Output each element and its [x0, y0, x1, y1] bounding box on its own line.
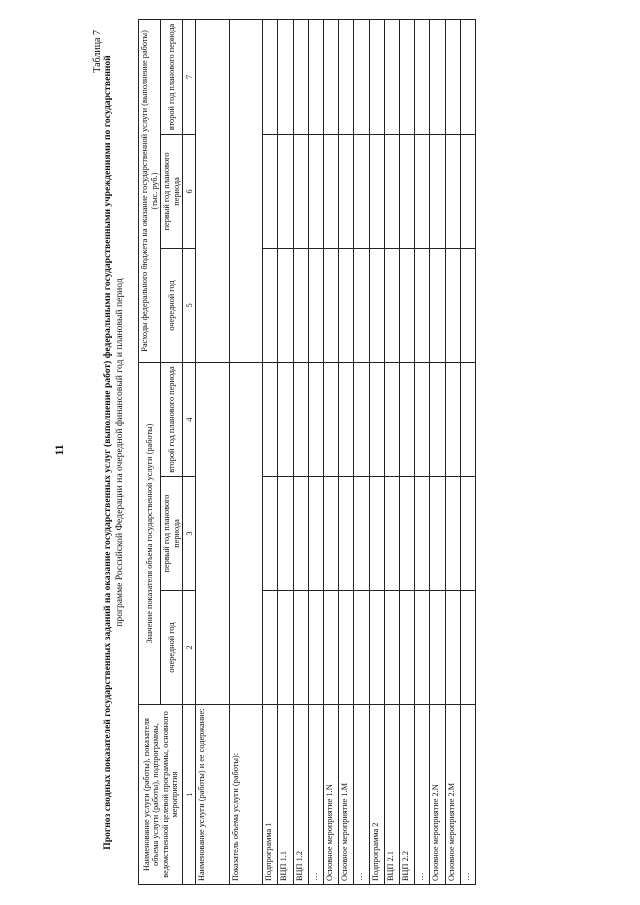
empty-cell — [308, 134, 323, 248]
row-label: Основное мероприятие 2.M — [445, 705, 460, 885]
empty-cell — [339, 19, 354, 134]
empty-cell — [445, 591, 460, 705]
empty-cell — [415, 477, 430, 591]
empty-cell — [293, 248, 308, 362]
table-row — [354, 19, 369, 884]
page-number: 11 — [52, 444, 66, 456]
empty-cell — [445, 477, 460, 591]
document-title — [102, 0, 126, 905]
row-label: ВЦП 1.2 — [293, 705, 308, 885]
empty-cell — [415, 134, 430, 248]
empty-cell — [399, 477, 414, 591]
column-number: 2 — [183, 591, 196, 705]
empty-cell — [460, 134, 475, 248]
table-row — [293, 19, 308, 884]
empty-cell — [415, 591, 430, 705]
column-number: 1 — [183, 705, 196, 885]
empty-cell — [263, 248, 278, 362]
empty-cell — [384, 591, 399, 705]
row-label: Подпрограмма 2 — [369, 705, 384, 885]
row-label: … — [308, 705, 323, 885]
column-number: 5 — [183, 248, 196, 362]
row-label: … — [354, 705, 369, 885]
column-number: 3 — [183, 477, 196, 591]
empty-cell — [415, 248, 430, 362]
empty-cell — [339, 134, 354, 248]
forecast-table — [138, 19, 476, 885]
column-number: 4 — [183, 362, 196, 476]
empty-cell — [354, 19, 369, 134]
empty-cell — [308, 19, 323, 134]
table-row — [399, 19, 414, 884]
empty-cell — [445, 19, 460, 134]
table-row — [229, 19, 263, 884]
empty-cell — [263, 591, 278, 705]
empty-cell — [278, 248, 293, 362]
empty-cell — [308, 591, 323, 705]
empty-cell — [293, 362, 308, 476]
row-label: Наименование услуги (работы) и ее содержание: — [196, 705, 230, 885]
empty-cell — [293, 591, 308, 705]
empty-cell — [196, 362, 230, 704]
empty-cell — [460, 477, 475, 591]
empty-cell — [324, 248, 339, 362]
table-row — [445, 19, 460, 884]
header-first-plan-year: первый год планового периода — [161, 477, 183, 591]
empty-cell — [324, 134, 339, 248]
empty-cell — [460, 19, 475, 134]
table-row — [308, 19, 323, 884]
table-row — [460, 19, 475, 884]
empty-cell — [229, 362, 263, 704]
empty-cell — [415, 362, 430, 476]
empty-cell — [399, 591, 414, 705]
row-label: ВЦП 2.1 — [384, 705, 399, 885]
empty-cell — [399, 362, 414, 476]
empty-cell — [324, 19, 339, 134]
empty-cell — [384, 19, 399, 134]
empty-cell — [430, 134, 445, 248]
header-second-plan-year: второй год планового периода — [161, 19, 183, 134]
empty-cell — [384, 248, 399, 362]
empty-cell — [324, 362, 339, 476]
empty-cell — [196, 19, 230, 362]
row-label: Основное мероприятие 2.N — [430, 705, 445, 885]
empty-cell — [369, 19, 384, 134]
header-volume-group: Значение показателя объема государственной услуги (работы) — [139, 362, 161, 704]
row-label: Основное мероприятие 1.N — [324, 705, 339, 885]
empty-cell — [263, 362, 278, 476]
empty-cell — [324, 591, 339, 705]
empty-cell — [229, 19, 263, 362]
table-row — [263, 19, 278, 884]
empty-cell — [369, 248, 384, 362]
title-line-1: Прогноз сводных показателей государственных заданий на оказание государственных услуг (выполнение работ) федеральными государственными учреждениями по государственной — [102, 55, 113, 850]
empty-cell — [354, 248, 369, 362]
table-row — [196, 19, 230, 884]
empty-cell — [445, 134, 460, 248]
empty-cell — [339, 362, 354, 476]
empty-cell — [430, 477, 445, 591]
table-row — [278, 19, 293, 884]
empty-cell — [293, 134, 308, 248]
empty-cell — [460, 248, 475, 362]
empty-cell — [354, 362, 369, 476]
row-label: Показатель объема услуги (работы): — [229, 705, 263, 885]
empty-cell — [445, 248, 460, 362]
empty-cell — [263, 477, 278, 591]
empty-cell — [369, 591, 384, 705]
table-row — [415, 19, 430, 884]
empty-cell — [460, 591, 475, 705]
empty-cell — [384, 134, 399, 248]
row-label: Основное мероприятие 1.M — [339, 705, 354, 885]
empty-cell — [430, 591, 445, 705]
empty-cell — [278, 134, 293, 248]
empty-cell — [384, 362, 399, 476]
table-row — [324, 19, 339, 884]
empty-cell — [384, 477, 399, 591]
empty-cell — [369, 477, 384, 591]
empty-cell — [399, 134, 414, 248]
table-row — [384, 19, 399, 884]
row-label: … — [460, 705, 475, 885]
empty-cell — [445, 362, 460, 476]
header-expenses-group: Расходы федерального бюджета на оказание государственной услуги (выполнение работы) (тыс. руб.) — [139, 19, 161, 362]
table-row — [430, 19, 445, 884]
header-first-plan-year: первый год планового периода — [161, 134, 183, 248]
empty-cell — [278, 362, 293, 476]
header-second-plan-year: второй год планового периода — [161, 362, 183, 476]
empty-cell — [278, 591, 293, 705]
header-current-year: очередной год — [161, 591, 183, 705]
row-label: ВЦП 1.1 — [278, 705, 293, 885]
empty-cell — [278, 19, 293, 134]
header-name-column: Наименование услуги (работы), показателя объема услуги (работы), подпрограммы, ведомственной целевой программы, основного мероприятия — [139, 705, 183, 885]
empty-cell — [399, 19, 414, 134]
empty-cell — [399, 248, 414, 362]
row-label: ВЦП 2.2 — [399, 705, 414, 885]
header-current-year: очередной год — [161, 248, 183, 362]
empty-cell — [430, 362, 445, 476]
empty-cell — [308, 477, 323, 591]
row-label: … — [415, 705, 430, 885]
empty-cell — [278, 477, 293, 591]
empty-cell — [308, 248, 323, 362]
empty-cell — [369, 134, 384, 248]
empty-cell — [339, 591, 354, 705]
table-row — [339, 19, 354, 884]
empty-cell — [339, 477, 354, 591]
empty-cell — [430, 248, 445, 362]
empty-cell — [369, 362, 384, 476]
title-line-2: программе Российской Федерации на очередной финансовый год и плановый период — [114, 278, 125, 627]
table-label: Таблица 7 — [92, 30, 103, 73]
empty-cell — [415, 19, 430, 134]
empty-cell — [354, 591, 369, 705]
empty-cell — [293, 477, 308, 591]
table-row — [369, 19, 384, 884]
row-label: Подпрограмма 1 — [263, 705, 278, 885]
empty-cell — [263, 134, 278, 248]
column-number: 6 — [183, 134, 196, 248]
empty-cell — [430, 19, 445, 134]
empty-cell — [263, 19, 278, 134]
empty-cell — [354, 134, 369, 248]
empty-cell — [339, 248, 354, 362]
empty-cell — [293, 19, 308, 134]
empty-cell — [354, 477, 369, 591]
empty-cell — [324, 477, 339, 591]
empty-cell — [460, 362, 475, 476]
column-number: 7 — [183, 19, 196, 134]
empty-cell — [308, 362, 323, 476]
